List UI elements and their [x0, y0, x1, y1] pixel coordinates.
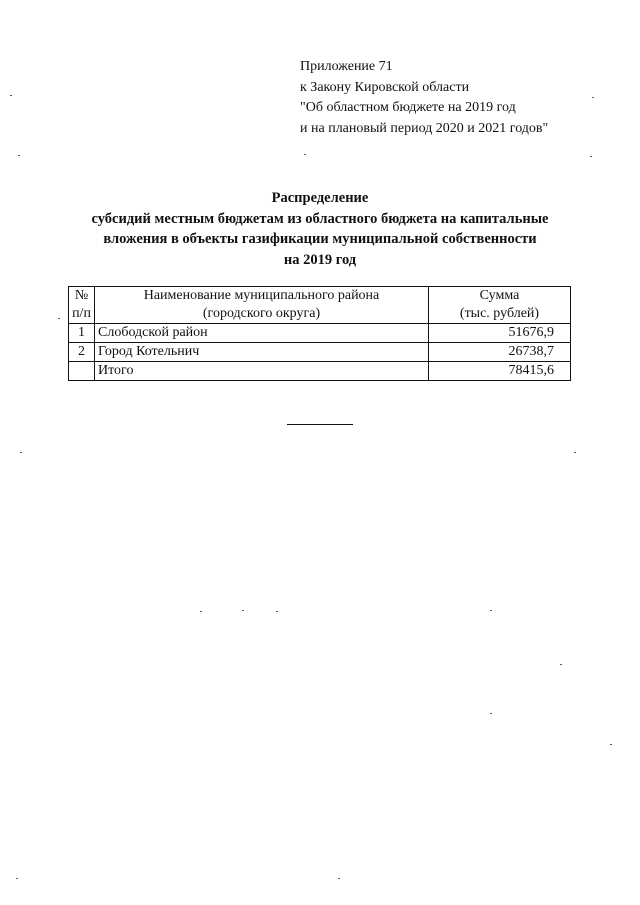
end-rule	[287, 424, 353, 425]
appendix-note	[300, 57, 548, 139]
scan-speck	[338, 878, 340, 879]
document-heading	[40, 188, 600, 270]
appendix-line: к Закону Кировской области	[300, 79, 470, 95]
scan-speck	[610, 744, 612, 745]
row-municipality: Слободской район	[95, 324, 429, 343]
header-municipality-line: (городского округа)	[202, 306, 321, 321]
scan-speck	[592, 97, 594, 98]
appendix-line: "Об областном бюджете на 2019 год	[300, 100, 516, 115]
header-municipality	[95, 287, 429, 324]
scan-speck	[590, 156, 592, 157]
row-amount: 51676,9	[429, 324, 571, 343]
heading-line: на 2019 год	[283, 251, 357, 268]
scan-speck	[574, 452, 576, 453]
table-header-row	[69, 287, 571, 324]
header-number-line: №	[74, 288, 89, 303]
heading-line: субсидий местным бюджетам из областного бюджета на капитальные	[91, 210, 549, 227]
header-amount-line: Сумма	[479, 288, 520, 303]
scan-speck	[58, 318, 60, 319]
appendix-line: и на плановый период 2020 и 2021 годов"	[300, 120, 549, 136]
header-amount-line: (тыс. рублей)	[459, 306, 540, 321]
header-municipality-line: Наименование муниципального района	[143, 288, 380, 303]
header-number-line: п/п	[72, 306, 91, 321]
scan-speck	[490, 610, 492, 611]
row-municipality: Город Котельнич	[95, 343, 429, 362]
table-row	[69, 324, 571, 343]
scan-speck	[560, 664, 562, 665]
heading-line: Распределение	[271, 190, 369, 206]
row-number: 2	[69, 343, 95, 362]
appendix-line: Приложение 71	[300, 59, 393, 74]
total-amount: 78415,6	[429, 362, 571, 381]
row-number: 1	[69, 324, 95, 343]
scan-speck	[490, 713, 492, 714]
table-total-row	[69, 362, 571, 381]
scan-speck	[10, 95, 12, 96]
heading-line: вложения в объекты газификации муниципальной собственности	[103, 231, 537, 247]
scan-speck	[20, 452, 22, 453]
scan-speck	[276, 611, 278, 612]
scan-speck	[242, 610, 244, 611]
scan-speck	[200, 611, 202, 612]
scan-speck	[304, 154, 306, 155]
table-row	[69, 343, 571, 362]
scan-speck	[18, 155, 20, 156]
scan-speck	[16, 878, 18, 879]
total-number	[69, 362, 95, 381]
distribution-table	[68, 286, 571, 381]
row-amount: 26738,7	[429, 343, 571, 362]
header-number	[69, 287, 95, 324]
header-amount	[429, 287, 571, 324]
total-label: Итого	[95, 362, 429, 381]
